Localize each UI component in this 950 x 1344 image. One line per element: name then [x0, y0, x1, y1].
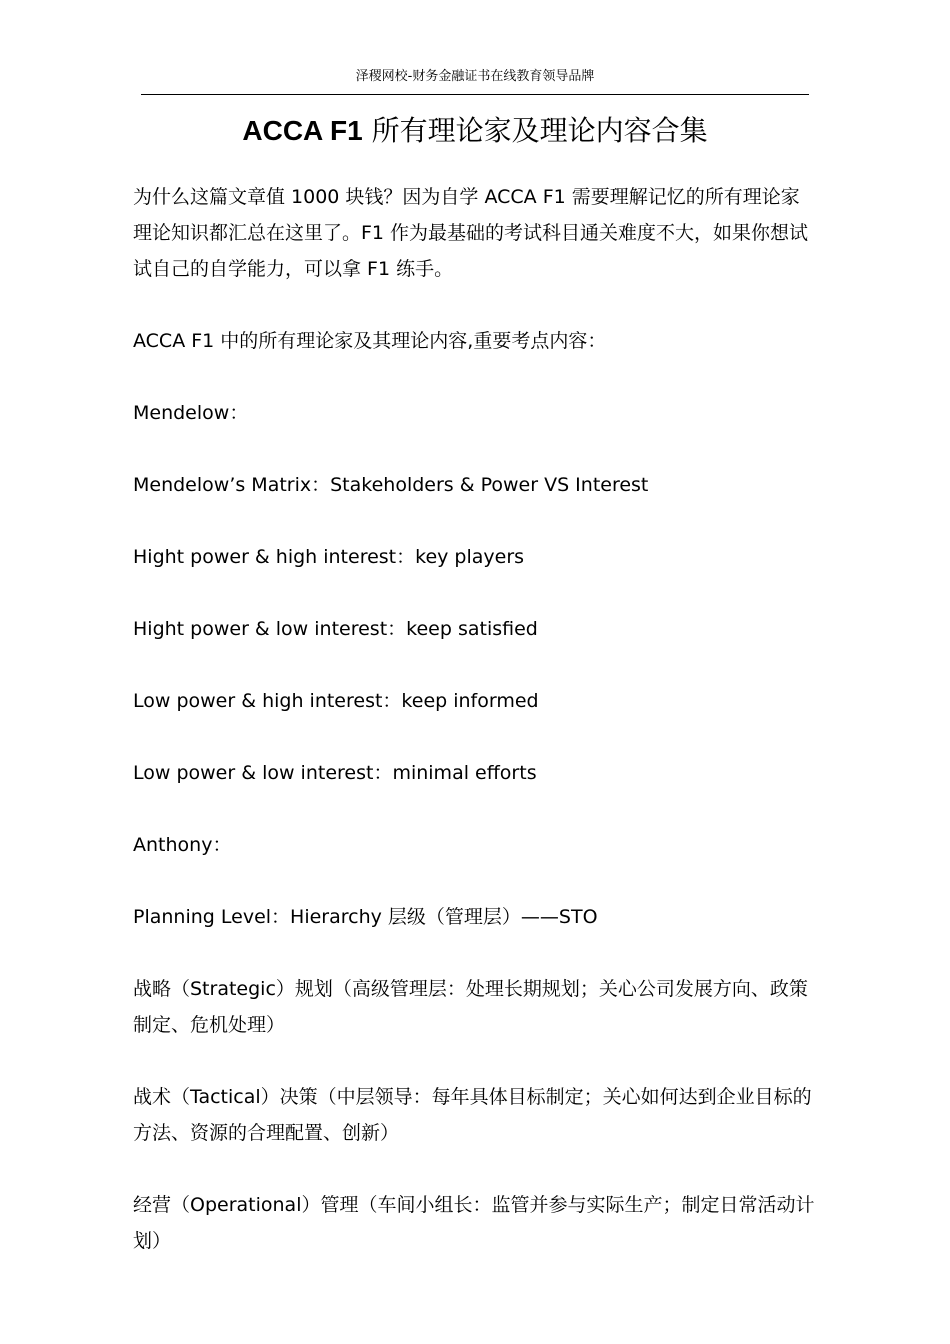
- title-bold: ACCA F1: [242, 115, 363, 146]
- paragraph: Low power & high interest：keep informed: [133, 690, 539, 712]
- paragraph: Low power & low interest：minimal efforts: [133, 762, 537, 784]
- paragraph-intro: 为什么这篇文章值 1000 块钱？因为自学 ACCA F1 需要理解记忆的所有理论家理论知识都汇总在这里了。F1 作为最基础的考试科目通关难度不大，如果你想试试自己的自学能力，可以拿 F1 练手。: [133, 186, 809, 280]
- header-divider: [141, 94, 809, 95]
- title-rest: 所有理论家及理论内容合集: [362, 114, 708, 147]
- paragraph: Planning Level：Hierarchy 层级（管理层）——STO: [133, 906, 598, 928]
- paragraph: 经营（Operational）管理（车间小组长：监管并参与实际生产；制定日常活动计划）: [133, 1194, 815, 1252]
- paragraph: Anthony：: [133, 834, 232, 856]
- paragraph: ACCA F1 中的所有理论家及其理论内容,重要考点内容：: [133, 330, 607, 352]
- paragraph: Hight power & low interest：keep satisfied: [133, 618, 538, 640]
- paragraph: 战略（Strategic）规划（高级管理层：处理长期规划；关心公司发展方向、政策制定、危机处理）: [133, 978, 808, 1036]
- paragraph: Hight power & high interest：key players: [133, 546, 525, 568]
- document-body: [133, 179, 818, 1295]
- paragraph: Mendelow：: [133, 402, 249, 424]
- paragraph: 战术（Tactical）决策（中层领导：每年具体目标制定；关心如何达到企业目标的方法、资源的合理配置、创新）: [133, 1086, 812, 1144]
- paragraph: Mendelow’s Matrix：Stakeholders & Power VS Interest: [133, 474, 649, 496]
- document-title: [0, 110, 950, 152]
- page-header: 泽稷网校-财务金融证书在线教育领导品牌: [355, 69, 595, 84]
